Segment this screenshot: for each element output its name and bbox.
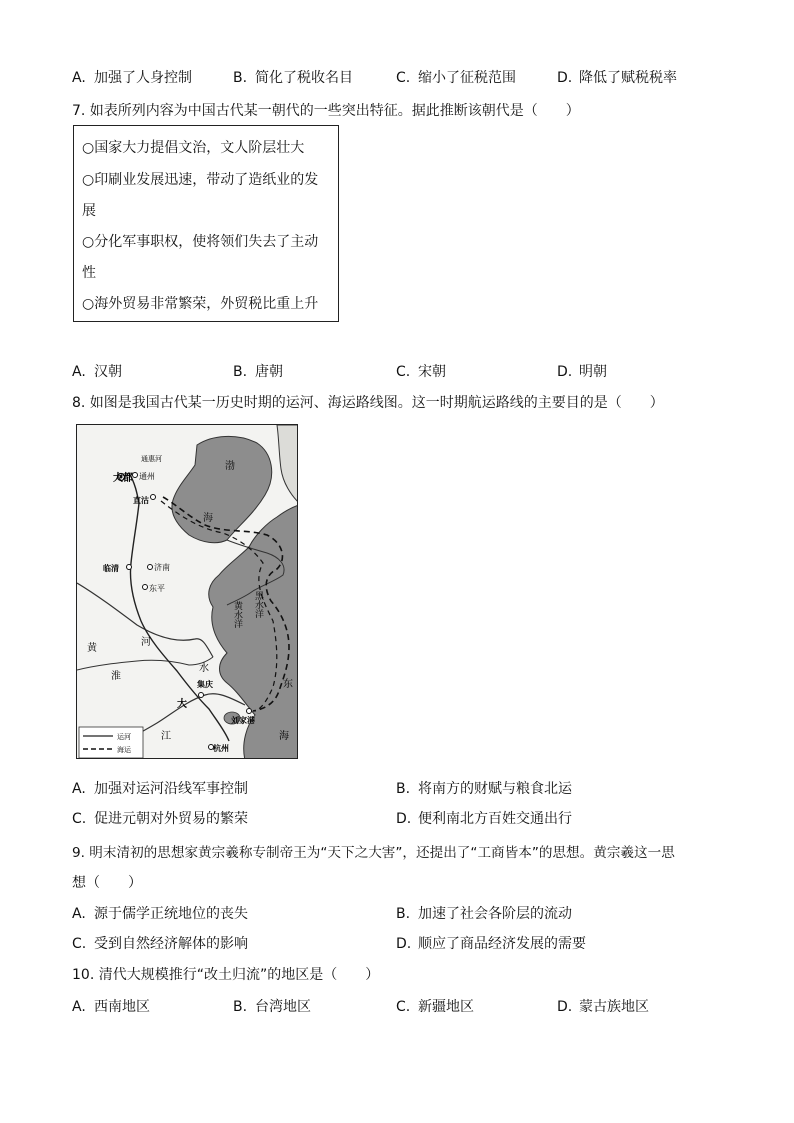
label-dong: 东 [283,679,293,690]
q9-stem-line2: 想（ ） [72,875,142,891]
label-bo: 渤 [225,461,235,472]
q6-option-b[interactable]: B. 简化了税收名目 [233,70,353,86]
q7-option-d[interactable]: D. 明朝 [557,364,607,380]
huai-river-line [77,657,213,670]
q8-option-c[interactable]: C. 促进元朝对外贸易的繁荣 [72,811,248,827]
q7-option-b[interactable]: B. 唐朝 [233,364,283,380]
q10-option-a[interactable]: A. 西南地区 [72,999,150,1015]
label-dongping: 东平 [149,584,165,593]
label-dadu: 大都 [113,473,133,484]
label-liujiagang: 刘家港 [231,716,255,725]
label-jiqing: 集庆 [197,680,213,689]
q6-option-a[interactable]: A. 加强了人身控制 [72,70,192,86]
label-da: 大 [177,699,187,710]
legend-canal-label: 运河 [117,733,131,741]
label-tongzhou: 通州 [139,472,155,481]
q7-table-line: ○海外贸易非常繁荣，外贸税比重上升 [82,296,319,312]
q8-option-a[interactable]: A. 加强对运河沿线军事控制 [72,781,248,797]
canal-sea-route-map [76,424,298,759]
q7-option-a[interactable]: A. 汉朝 [72,364,122,380]
label-hai2: 海 [279,731,289,742]
label-he: 河 [141,637,151,648]
city-dot-dongping [143,585,148,590]
q7-feature-table [73,125,339,322]
label-huang: 黄 [87,643,97,654]
label-jiang: 江 [161,731,171,742]
label-shui: 水 [199,663,209,674]
q8-option-d[interactable]: D. 便利南北方百姓交通出行 [396,811,572,827]
q8-stem: 8. 如图是我国古代某一历史时期的运河、海运路线图。这一时期航运路线的主要目的是（ ） [72,395,664,411]
q8-option-b[interactable]: B. 将南方的财赋与粮食北运 [396,781,572,797]
q7-table-line: ○印刷业发展迅速，带动了造纸业的发 [82,172,319,188]
city-dot-liujiagang [247,709,252,714]
label-huai: 淮 [111,671,121,682]
city-dot-jinan [148,565,153,570]
label-hangzhou: 杭州 [213,744,229,753]
city-dot-jiqing [199,693,204,698]
legend-sea-label: 海运 [117,746,131,754]
label-jinan: 济南 [154,563,170,572]
q7-table-line: ○国家大力提倡文治，文人阶层壮大 [82,140,305,156]
label-tonghuihe: 通惠河 [141,455,162,463]
q7-stem: 7. 如表所列内容为中国古代某一朝代的一些突出特征。据此推断该朝代是（ ） [72,103,580,119]
map-legend [79,727,143,758]
bohai-sea [172,436,272,542]
q9-option-a[interactable]: A. 源于儒学正统地位的丧失 [72,906,248,922]
q7-option-c[interactable]: C. 宋朝 [396,364,446,380]
q6-option-c[interactable]: C. 缩小了征税范围 [396,70,516,86]
city-dot-zhigu [151,495,156,500]
city-dot-linqing [127,565,132,570]
q10-option-c[interactable]: C. 新疆地区 [396,999,474,1015]
q7-table-line: 展 [82,203,96,219]
q7-table-line: 性 [82,265,96,281]
label-heishuiyang: 黑水洋 [253,591,263,618]
q9-stem-line1: 9. 明末清初的思想家黄宗羲称专制帝王为“天下之大害”，还提出了“工商皆本”的思想。黄宗羲这一思 [72,845,675,861]
label-hai1: 海 [203,513,213,524]
q10-stem: 10. 清代大规模推行“改土归流”的地区是（ ） [72,967,380,983]
korean-peninsula [277,425,298,503]
label-zhigu: 直沽 [133,496,149,505]
q10-option-b[interactable]: B. 台湾地区 [233,999,311,1015]
q9-option-c[interactable]: C. 受到自然经济解体的影响 [72,936,248,952]
q10-option-d[interactable]: D. 蒙古族地区 [557,999,649,1015]
q6-option-d[interactable]: D. 降低了赋税税率 [557,70,677,86]
label-huangshuiyang: 黄水洋 [232,601,242,628]
q9-option-d[interactable]: D. 顺应了商品经济发展的需要 [396,936,586,952]
q7-table-line: ○分化军事职权，使将领们失去了主动 [82,234,319,250]
q9-option-b[interactable]: B. 加速了社会各阶层的流动 [396,906,572,922]
city-dot-tongzhou [133,473,138,478]
label-linqing: 临清 [103,564,119,573]
